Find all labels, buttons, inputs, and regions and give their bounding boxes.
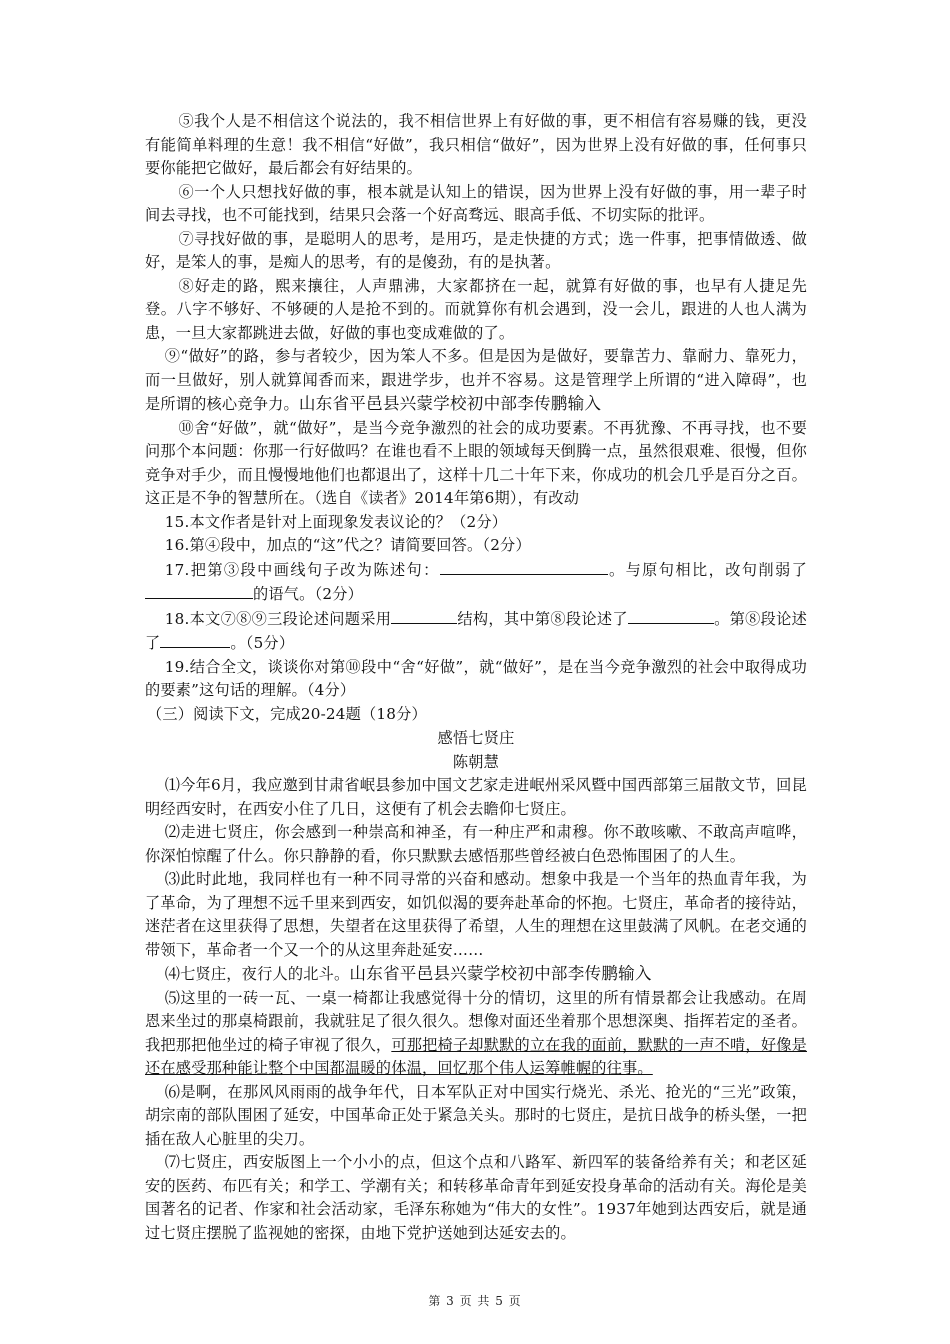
question-17-text-c: 的语气。（2分） <box>253 585 363 603</box>
question-17-text-a: 17.把第③段中画线句子改为陈述句： <box>164 560 440 579</box>
article-author: 陈朝慧 <box>452 752 500 771</box>
question-17-text-b: 。与原句相比，改句削弱了 <box>607 560 807 579</box>
paragraph-9-text: ⑨“做好”的路，参与者较少，因为笨人不多。但是因为是做好，要靠苦力、靠耐力、靠死力，而一旦做好，别人就算闻香而来，跟进学步，也并不容易。这是管理学上所谓的“进入障碍”，也是所谓的核心竞争力。 <box>145 347 807 413</box>
question-18-text-a: 18.本文⑦⑧⑨三段论述问题采用 <box>164 609 392 628</box>
question-15: 15.本文作者是针对上面现象发表议论的？（2分） <box>164 512 508 531</box>
paragraph-8: ⑧好走的路，熙来攘往，人声鼎沸，大家都挤在一起，就算有好做的事，也早有人捷足先登。八字不够好、不够硬的人是抢不到的。而就算你有机会遇到，没一会儿，跟进的人也人满为患，一旦大家都跳进去做，好做的事也变成难做的了。 <box>145 276 807 342</box>
question-17 <box>145 558 807 607</box>
article-paragraph-4-text: ⑷七贤庄，夜行人的北斗。 <box>164 965 350 983</box>
underlined-sentence: 可那把椅子却默默的立在我的面前，默默的一声不啃，好像是还在感受那种能让整个中国都温暖的体温，回忆那个伟人运筹帷幄的往事。 <box>145 1035 807 1077</box>
article-paragraph-1: ⑴今年6月，我应邀到甘肃省岷县参加中国文艺家走进岷州采风暨中国西部第三届散文节，回昆明经西安时，在西安小住了几日，这便有了机会去瞻仰七贤庄。 <box>145 776 807 818</box>
document-page <box>145 110 807 1245</box>
article-paragraph-6: ⑹是啊，在那风风雨雨的战争年代，日本军队正对中国实行烧光、杀光、抢光的“三光”政策，胡宗南的部队围困了延安，中国革命正处于紧急关头。那时的七贤庄，是抗日战争的桥头堡，一把插在敌人心脏里的尖刀。 <box>145 1082 807 1148</box>
paragraph-5: ⑤我个人是不相信这个说法的，我不相信世界上有好做的事，更不相信有容易赚的钱，更没有能简单料理的生意！我不相信“好做”，我只相信“做好”，因为世界上没有好做的事，任何事只要你能把它做好，最后都会有好结果的。 <box>145 112 807 177</box>
answer-blank[interactable] <box>628 607 714 624</box>
question-18-text-d: 。（5分） <box>230 634 295 652</box>
article-paragraph-4 <box>145 962 807 987</box>
article-paragraph-7: ⑺七贤庄，西安版图上一个小小的点，但这个点和八路军、新四军的装备给养有关；和老区延安的医药、布匹有关；和学工、学潮有关；和转移革命青年到延安投身革命的活动有关。海伦是美国著名的记者、作家和社会活动家，毛泽东称她为“伟大的女性”。1937年她到达西安后，就是通过七贤庄摆脱了监视她的密探，由地下党护送她到达延安去的。 <box>145 1153 807 1242</box>
paragraph-10: ⑩舍“好做”，就“做好”，是当今竞争激烈的社会的成功要素。不再犹豫、不再寻找，也不要问那个本问题：你那一行好做吗？在谁也看不上眼的领域每天倒腾一点，虽然很艰难、很慢，但你竞争对手少，而且慢慢地他们也都退出了，这样十几二十年下来，你成功的机会几乎是百分之百。这正是不争的智慧所在。（选自《读者》2014年第6期），有改动 <box>145 418 807 507</box>
section-heading: （三）阅读下文，完成20-24题（18分） <box>147 704 427 723</box>
question-18 <box>145 607 807 656</box>
input-note: 山东省平邑县兴蒙学校初中部李传鹏输入 <box>349 964 652 983</box>
answer-blank[interactable] <box>391 607 457 624</box>
answer-blank[interactable] <box>160 631 230 648</box>
article-paragraph-3: ⑶此时此地，我同样也有一种不同寻常的兴奋和感动。想象中我是一个当年的热血青年我，为了革命，为了理想不远千里来到西安，如饥似渴的要奔赴革命的怀抱。七贤庄，革命者的接待站，迷茫者在这里获得了思想，失望者在这里获得了希望，人生的理想在这里鼓满了风帆。在老交通的带领下，革命者一个又一个的从这里奔赴延安…… <box>145 870 807 959</box>
answer-blank[interactable] <box>440 558 608 575</box>
article-title: 感悟七贤庄 <box>437 729 515 747</box>
question-16: 16.第④段中，加点的“这”代之？请简要回答。（2分） <box>164 536 531 554</box>
paragraph-7: ⑦寻找好做的事，是聪明人的思考，是用巧，是走快捷的方式；选一件事，把事情做透、做好，是笨人的事，是痴人的思考，有的是傻劲，有的是执著。 <box>145 229 807 271</box>
answer-blank[interactable] <box>145 582 253 599</box>
question-19: 19.结合全文，谈谈你对第⑩段中“舍“好做”，就“做好”，是在当今竞争激烈的社会中取得成功的要素”这句话的理解。（4分） <box>145 657 807 699</box>
paragraph-9 <box>145 345 807 417</box>
page-number: 第 3 页 共 5 页 <box>428 1294 522 1308</box>
question-18-text-b: 结构，其中第⑧段论述了 <box>457 609 628 628</box>
input-note: 山东省平邑县兴蒙学校初中部李传鹏输入 <box>298 394 602 413</box>
paragraph-6: ⑥一个人只想找好做的事，根本就是认知上的错误，因为世界上没有好做的事，用一辈子时间去寻找，也不可能找到，结果只会落一个好高骛远、眼高手低、不切实际的批评。 <box>145 182 807 224</box>
article-paragraph-5-text: ⑸这里的一砖一瓦、一桌一椅都让我感觉得十分的情切，这里的所有情景都会让我感动。在周恩来坐过的那桌椅跟前，我就驻足了很久很久。想像对面还坐着那个思想深奥、指挥若定的圣者。我把那把他坐过的椅子审视了很久， <box>145 988 807 1054</box>
article-paragraph-2: ⑵走进七贤庄，你会感到一种崇高和神圣，有一种庄严和肃穆。你不敢咳嗽、不敢高声喧哗，你深怕惊醒了什么。你只静静的看，你只默默去感悟那些曾经被白色恐怖围困了的人生。 <box>145 823 807 865</box>
question-18-text-c: 。第⑧段论述了 <box>145 609 808 652</box>
article-paragraph-5 <box>145 987 807 1081</box>
